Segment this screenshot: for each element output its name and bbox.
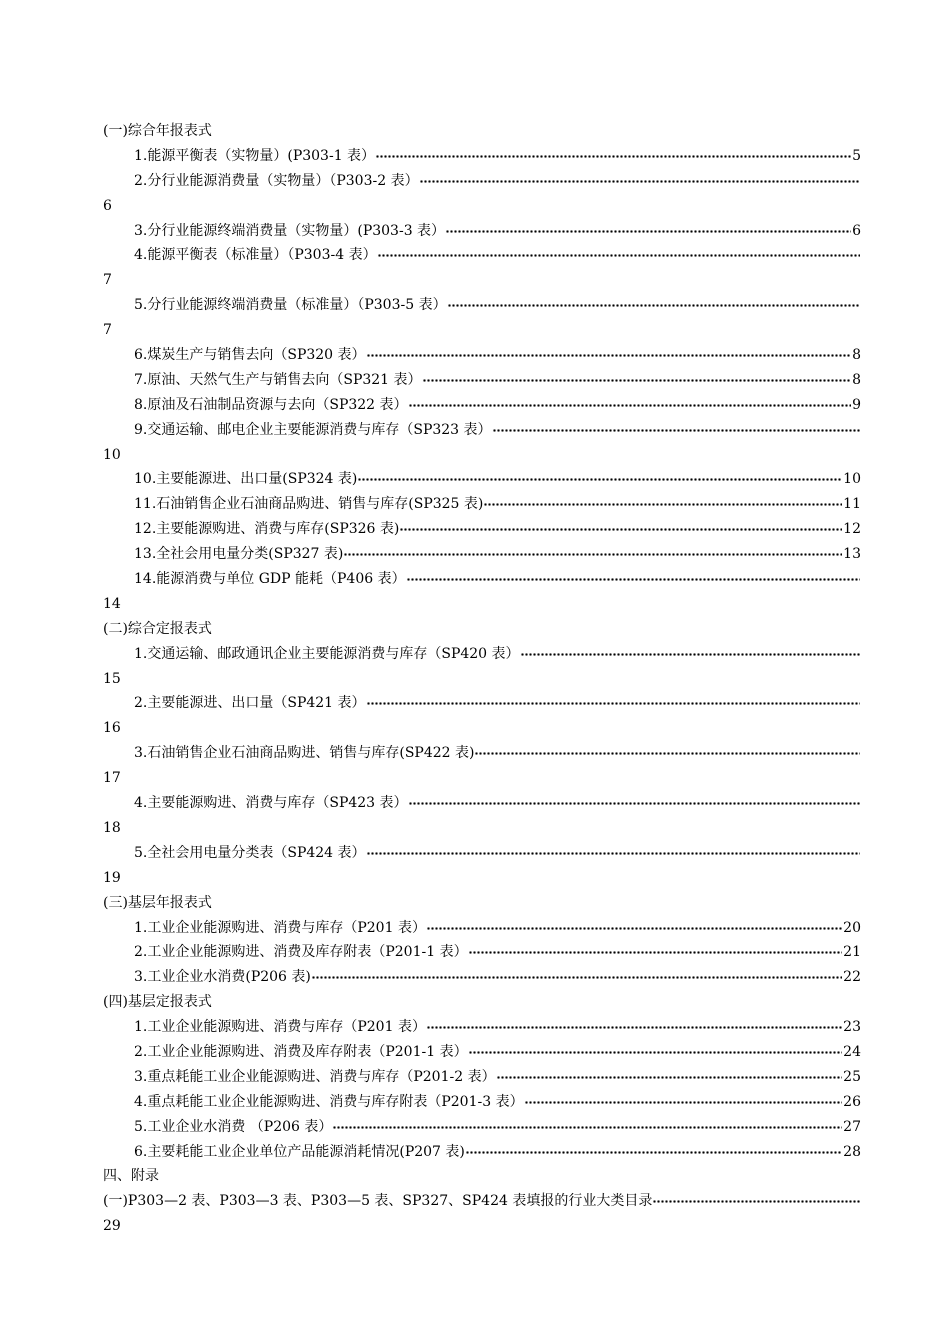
toc-entry-title: 6.主要耗能工业企业单位产品能源消耗情况(P207 表) [134, 1143, 465, 1160]
toc-entry[interactable] [103, 467, 861, 492]
toc-entry-title: 3.重点耗能工业企业能源购进、消费与库存（P201-2 表） [134, 1068, 496, 1085]
toc-entry-page-number: 8 [852, 371, 861, 388]
toc-entry[interactable] [103, 1189, 861, 1214]
toc-entry-page-number: 8 [852, 347, 861, 364]
toc-entry[interactable] [103, 567, 861, 592]
toc-entry-title: 11.石油销售企业石油商品购进、销售与库存(SP325 表) [134, 496, 484, 513]
toc-section-heading: 四、附录 [103, 1168, 159, 1185]
toc-entry[interactable] [103, 691, 861, 716]
toc-entry-page-number: 17 [103, 770, 121, 787]
toc-entry-page-number: 24 [843, 1043, 861, 1060]
toc-entry-page-number: 28 [843, 1143, 861, 1160]
toc-entry-page-number: 7 [103, 272, 112, 289]
toc-entry-page-number: 18 [103, 819, 121, 836]
dot-leader [427, 1017, 842, 1031]
toc-entry[interactable] [103, 1040, 861, 1065]
toc-section-heading: (四)基层定报表式 [103, 994, 212, 1011]
toc-entry-page-number: 11 [843, 496, 861, 513]
toc-entry[interactable] [103, 517, 861, 542]
dot-leader [469, 1042, 843, 1056]
toc-entry-title: 4.重点耗能工业企业能源购进、消费与库存附表（P201-3 表） [134, 1093, 524, 1110]
toc-entry-page-number: 23 [843, 1019, 861, 1036]
toc-entry-title: 8.原油及石油制品资源与去向（SP322 表） [134, 396, 408, 413]
toc-entry-title: 12.主要能源购进、消费与库存(SP326 表) [134, 521, 400, 538]
toc-entry-title: 2.工业企业能源购进、消费及库存附表（P201-1 表） [134, 944, 468, 961]
dot-leader [446, 221, 851, 235]
dot-leader [409, 793, 860, 807]
dot-leader [378, 245, 860, 259]
toc-entry-title: 9.交通运输、邮电企业主要能源消费与库存（SP323 表） [134, 421, 492, 438]
toc-entry-page-number: 21 [843, 944, 861, 961]
dot-leader [469, 942, 843, 956]
dot-leader [367, 693, 860, 707]
toc-section-heading: (一)综合年报表式 [103, 123, 212, 139]
toc-entry-page-number: 12 [843, 521, 861, 538]
toc-entry[interactable] [103, 144, 861, 169]
dot-leader [407, 569, 860, 583]
dot-leader [420, 171, 860, 185]
toc-entry[interactable] [103, 1140, 861, 1165]
toc-section-heading: (二)综合定报表式 [103, 620, 212, 637]
toc-entry-title: 2.工业企业能源购进、消费及库存附表（P201-1 表） [134, 1043, 468, 1060]
toc-entry-title: 5.工业企业水消费 （P206 表） [134, 1118, 333, 1135]
toc-entry-title: 3.分行业能源终端消费量（实物量）(P303-3 表） [134, 222, 446, 239]
toc-entry[interactable] [103, 492, 861, 517]
toc-entry[interactable] [103, 368, 861, 393]
dot-leader [466, 1142, 842, 1156]
toc-entry-title: 5.分行业能源终端消费量（标准量）（P303-5 表） [134, 297, 447, 314]
toc-entry[interactable] [103, 1090, 861, 1115]
dot-leader [448, 295, 860, 309]
dot-leader [367, 843, 860, 857]
dot-leader [475, 743, 860, 757]
dot-leader [312, 967, 842, 981]
toc-entry-page-number: 6 [103, 197, 112, 214]
toc-entry-page-number: 6 [852, 222, 861, 239]
toc-entry-page-number: 10 [843, 471, 861, 488]
toc-entry[interactable] [103, 1065, 861, 1090]
dot-leader [493, 420, 860, 434]
toc-entry-page-number: 20 [843, 919, 861, 936]
toc-entry-title: 13.全社会用电量分类(SP327 表) [134, 546, 344, 563]
toc-entry-title: 5.全社会用电量分类表（SP424 表） [134, 844, 366, 861]
dot-leader [333, 1117, 842, 1131]
toc-entry-page-number: 14 [103, 595, 121, 612]
toc-entry-title: 1.工业企业能源购进、消费与库存（P201 表） [134, 919, 426, 936]
dot-leader [427, 918, 842, 932]
table-of-contents [103, 119, 861, 1239]
toc-entry-page-number: 5 [852, 147, 861, 164]
toc-entry-page-number: 16 [103, 720, 121, 737]
toc-entry-page-number: 19 [103, 869, 121, 886]
toc-entry-title: 10.主要能源进、出口量(SP324 表) [134, 471, 358, 488]
dot-leader [400, 519, 842, 533]
dot-leader [344, 544, 842, 558]
toc-entry-page-number: 29 [103, 1218, 121, 1235]
toc-entry-title: (一)P303—2 表、P303—3 表、P303—5 表、SP327、SP424 表填报的行业大类目录 [103, 1193, 653, 1210]
toc-entry-title: 2.分行业能源消费量（实物量）（P303-2 表） [134, 172, 419, 189]
dot-leader [358, 469, 842, 483]
toc-entry[interactable] [103, 542, 861, 567]
toc-entry-page-number: 7 [103, 322, 112, 339]
toc-entry-title: 1.能源平衡表（实物量）(P303-1 表） [134, 147, 376, 164]
toc-entry-title: 4.能源平衡表（标准量）（P303-4 表） [134, 247, 377, 264]
toc-entry[interactable] [103, 642, 861, 667]
toc-entry[interactable] [103, 965, 861, 990]
toc-entry[interactable] [103, 393, 861, 418]
toc-entry[interactable] [103, 219, 861, 244]
dot-leader [367, 345, 852, 359]
toc-entry-page-number: 9 [852, 396, 861, 413]
toc-entry[interactable] [103, 243, 861, 268]
toc-entry-page-number: 10 [103, 446, 121, 463]
toc-entry[interactable] [103, 940, 861, 965]
toc-entry-title: 3.工业企业水消费(P206 表) [134, 969, 311, 986]
toc-entry-title: 6.煤炭生产与销售去向（SP320 表） [134, 347, 366, 364]
dot-leader [423, 370, 852, 384]
toc-entry-page-number: 26 [843, 1093, 861, 1110]
toc-entry[interactable] [103, 343, 861, 368]
toc-entry-title: 14.能源消费与单位 GDP 能耗（P406 表） [134, 571, 406, 588]
toc-entry-page-number: 13 [843, 546, 861, 563]
toc-entry[interactable] [103, 916, 861, 941]
toc-entry-page-number: 15 [103, 670, 121, 687]
toc-entry-title: 7.原油、天然气生产与销售去向（SP321 表） [134, 371, 422, 388]
toc-entry-title: 1.交通运输、邮政通讯企业主要能源消费与库存（SP420 表） [134, 645, 520, 662]
toc-entry[interactable] [103, 791, 861, 816]
toc-section-heading: (三)基层年报表式 [103, 894, 212, 911]
toc-entry-title: 2.主要能源进、出口量（SP421 表） [134, 695, 366, 712]
toc-entry[interactable] [103, 418, 861, 443]
toc-entry-page-number: 25 [843, 1068, 861, 1085]
toc-entry[interactable] [103, 841, 861, 866]
toc-entry-title: 3.石油销售企业石油商品购进、销售与库存(SP422 表) [134, 745, 475, 762]
toc-entry[interactable] [103, 1115, 861, 1140]
dot-leader [497, 1067, 843, 1081]
dot-leader [521, 644, 860, 658]
toc-entry-title: 1.工业企业能源购进、消费与库存（P201 表） [134, 1019, 426, 1036]
toc-entry[interactable] [103, 741, 861, 766]
toc-entry-page-number: 22 [843, 969, 861, 986]
dot-leader [653, 1191, 860, 1205]
toc-entry-page-number: 27 [843, 1118, 861, 1135]
dot-leader [484, 494, 842, 508]
dot-leader [525, 1092, 843, 1106]
toc-entry[interactable] [103, 293, 861, 318]
dot-leader [376, 146, 851, 160]
toc-entry[interactable] [103, 1015, 861, 1040]
dot-leader [409, 395, 852, 409]
toc-entry[interactable] [103, 169, 861, 194]
toc-entry-title: 4.主要能源购进、消费与库存（SP423 表） [134, 795, 408, 812]
